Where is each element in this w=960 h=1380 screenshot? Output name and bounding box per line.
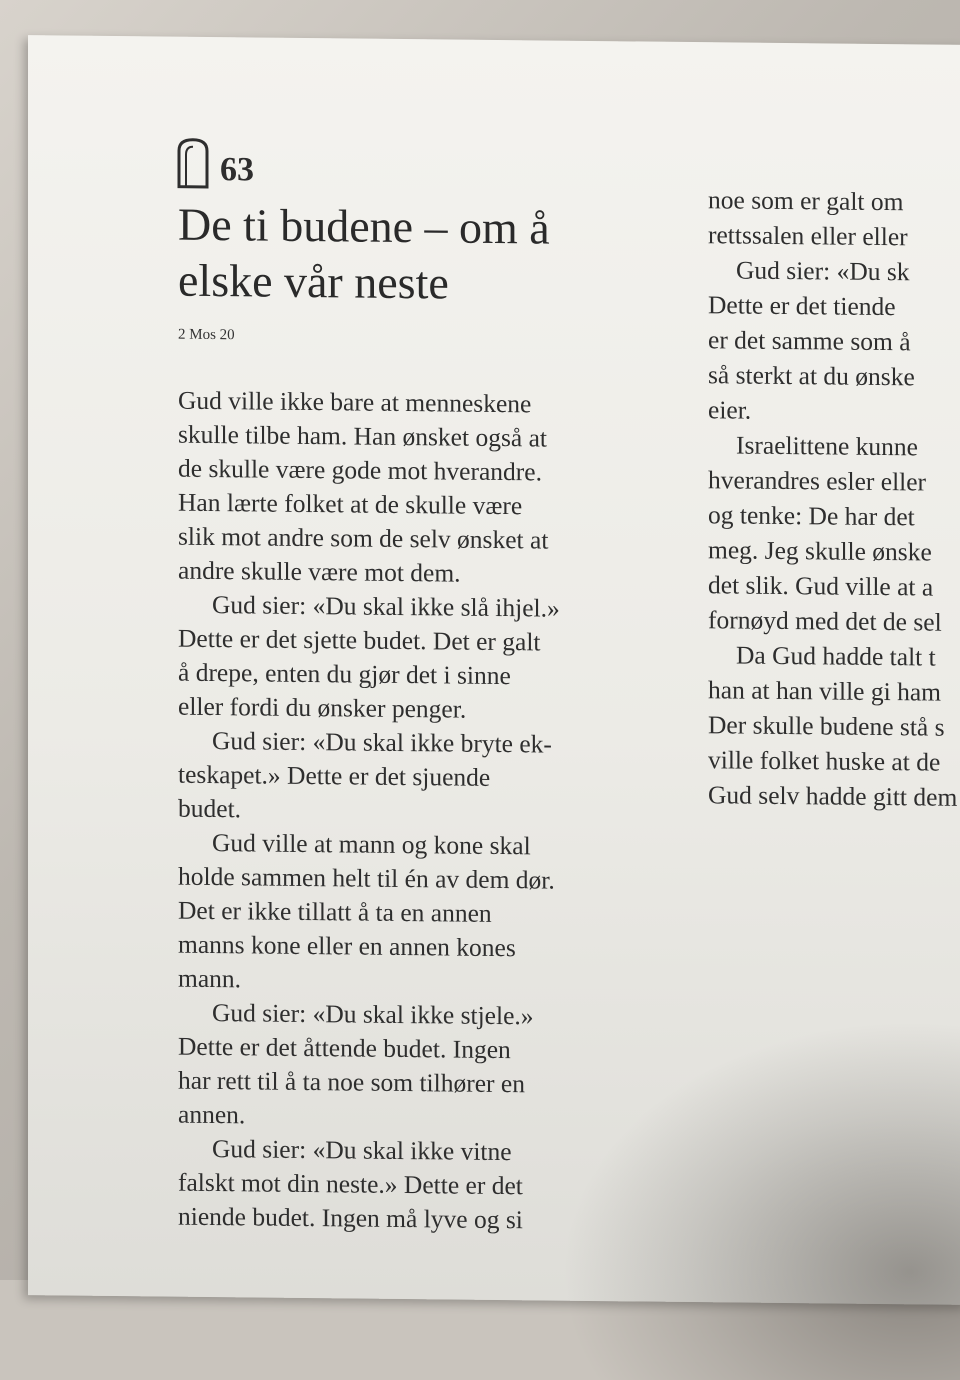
paragraph [708, 637, 960, 815]
text-line: Gud sier: «Du skal ikke bryte ek- [212, 726, 552, 759]
text-line: annen. [178, 1099, 246, 1130]
text-line: Gud ville ikke bare at menneskene [178, 385, 532, 419]
text-line: falskt mot din neste.» Dette er det [178, 1167, 523, 1201]
right-column [708, 182, 960, 815]
hand-shadow [560, 1020, 960, 1380]
text-line: Gud sier: «Du sk [736, 255, 910, 287]
text-line: eller fordi du ønsker penger. [178, 691, 467, 724]
title-line: De ti budene – om å [178, 198, 550, 254]
text-line: skulle tilbe ham. Han ønsket også at [178, 419, 547, 453]
text-line: niende budet. Ingen må lyve og si [178, 1201, 523, 1235]
text-line: Det er ikke tillatt å ta en annen [178, 895, 492, 928]
paragraph [708, 182, 960, 255]
text-line: Gud sier: «Du skal ikke vitne [212, 1134, 512, 1167]
text-line: budet. [178, 793, 242, 824]
paragraph [708, 427, 960, 640]
text-line: det slik. Gud ville at a [708, 570, 934, 602]
text-line: meg. Jeg skulle ønske [708, 535, 932, 567]
text-line: fornøyd med det de sel [708, 605, 942, 637]
text-line: hverandres esler eller [708, 465, 927, 497]
text-line: Israelittene kunne [736, 430, 918, 462]
tablet-icon [176, 137, 210, 189]
text-line: ville folket huske at de [708, 745, 941, 777]
text-line: har rett til å ta noe som tilhører en [178, 1065, 525, 1099]
text-line: Dette er det tiende [708, 290, 896, 322]
text-line: noe som er galt om [708, 185, 904, 217]
text-line: holde sammen helt til én av dem dør. [178, 861, 555, 895]
chapter-title [178, 197, 678, 314]
text-line: eier. [708, 395, 752, 425]
text-line: Der skulle budene stå s [708, 710, 945, 742]
text-line: Gud sier: «Du skal ikke slå ihjel.» [212, 590, 560, 623]
chapter-number: 63 [220, 151, 254, 189]
text-line: andre skulle være mot dem. [178, 555, 461, 588]
chapter-header [176, 137, 678, 194]
text-line: Da Gud hadde talt t [736, 640, 936, 672]
text-line: rettssalen eller eller [708, 220, 908, 252]
text-line: Gud selv hadde gitt dem [708, 780, 958, 812]
text-line: er det samme som å [708, 325, 911, 357]
text-line: Gud sier: «Du skal ikke stjele.» [212, 998, 534, 1031]
text-line: Han lærte folket at de skulle være [178, 487, 523, 521]
paragraph [178, 724, 678, 831]
text-line: å drepe, enten du gjør det i sinne [178, 657, 511, 691]
text-line: Dette er det åttende budet. Ingen [178, 1031, 511, 1065]
bible-reference: 2 Mos 20 [178, 326, 235, 344]
text-line: mann. [178, 963, 242, 994]
text-line: teskapet.» Dette er det sjuende [178, 759, 491, 792]
paragraph [178, 384, 678, 593]
text-line: Dette er det sjette budet. Det er galt [178, 623, 541, 657]
text-line: slik mot andre som de selv ønsket at [178, 521, 549, 555]
title-line: elske vår neste [178, 254, 449, 309]
paragraph [178, 588, 678, 729]
text-line: de skulle være gode mot hverandre. [178, 453, 542, 487]
text-line: manns kone eller en annen kones [178, 929, 516, 963]
text-line: Gud ville at mann og kone skal [212, 828, 531, 861]
paragraph [708, 252, 960, 430]
text-line: og tenke: De har det [708, 500, 915, 532]
paragraph [178, 826, 678, 1001]
text-line: så sterkt at du ønske [708, 360, 915, 392]
text-line: han at han ville gi ham [708, 675, 941, 707]
